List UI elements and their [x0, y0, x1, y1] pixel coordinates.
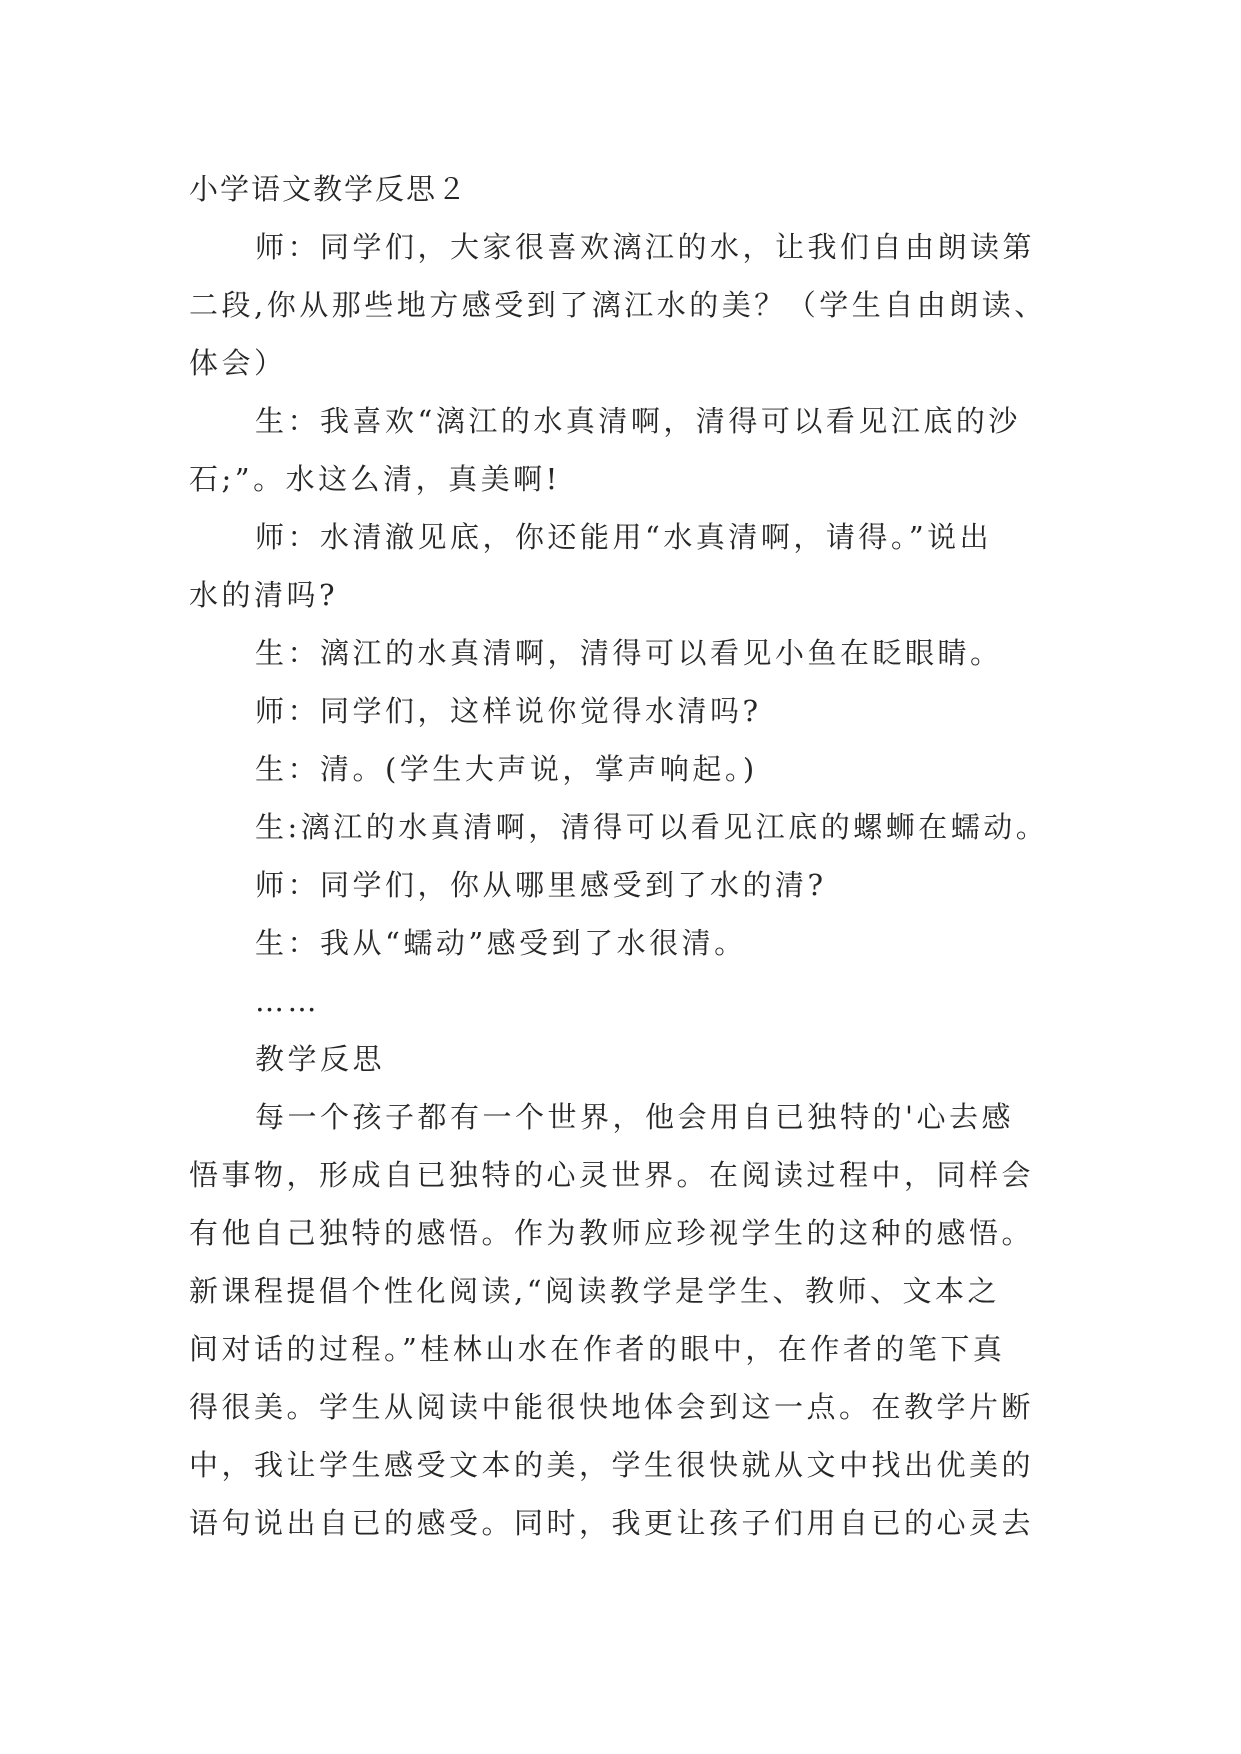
text-line: 水的清吗? [189, 578, 339, 612]
text-line: 中，我让学生感受文本的美，学生很快就从文中找出优美的 [189, 1448, 1035, 1482]
text-line: 新课程提倡个性化阅读,“阅读教学是学生、教师、文本之 [189, 1274, 1001, 1308]
text-line: 生:漓江的水真清啊，清得可以看见江底的螺蛳在蠕动。 [255, 810, 1049, 844]
document-title: 小学语文教学反思２ [189, 172, 469, 206]
text-line: 每一个孩子都有一个世界，他会用自已独特的'心去感 [255, 1100, 1014, 1134]
text-line: 师：同学们，你从哪里感受到了水的清? [255, 868, 827, 902]
document-body [189, 160, 1049, 1552]
text-line: 教学反思 [255, 1042, 386, 1076]
text-line: 间对话的过程。”桂林山水在作者的眼中，在作者的笔下真 [189, 1332, 1006, 1366]
text-line: 悟事物，形成自已独特的心灵世界。在阅读过程中，同样会 [189, 1158, 1035, 1192]
paragraph-lines [189, 218, 1049, 1552]
text-line: 体会） [189, 346, 287, 380]
text-line: 生：漓江的水真清啊，清得可以看见小鱼在眨眼睛。 [255, 636, 1003, 670]
text-line: 生：我从“蠕动”感受到了水很清。 [255, 926, 747, 960]
text-line: 得很美。学生从阅读中能很快地体会到这一点。在教学片断 [189, 1390, 1035, 1424]
text-line: 师：同学们，这样说你觉得水清吗? [255, 694, 762, 728]
text-line: …… [255, 984, 320, 1018]
text-line: 有他自己独特的感悟。作为教师应珍视学生的这种的感悟。 [189, 1216, 1035, 1250]
text-line: 石;”。水这么清，真美啊! [189, 462, 561, 496]
text-line: 师：水清澈见底，你还能用“水真清啊，请得。”说出 [255, 520, 993, 554]
text-line: 生：清。(学生大声说，掌声响起。) [255, 752, 758, 786]
text-line: 生：我喜欢“漓江的水真清啊，清得可以看见江底的沙 [255, 404, 1021, 438]
text-line: 师：同学们，大家很喜欢漓江的水，让我们自由朗读第 [255, 230, 1036, 264]
text-line: 二段,你从那些地方感受到了漓江水的美？（学生自由朗读、 [189, 288, 1047, 322]
text-line: 语句说出自已的感受。同时，我更让孩子们用自已的心灵去 [189, 1506, 1035, 1540]
